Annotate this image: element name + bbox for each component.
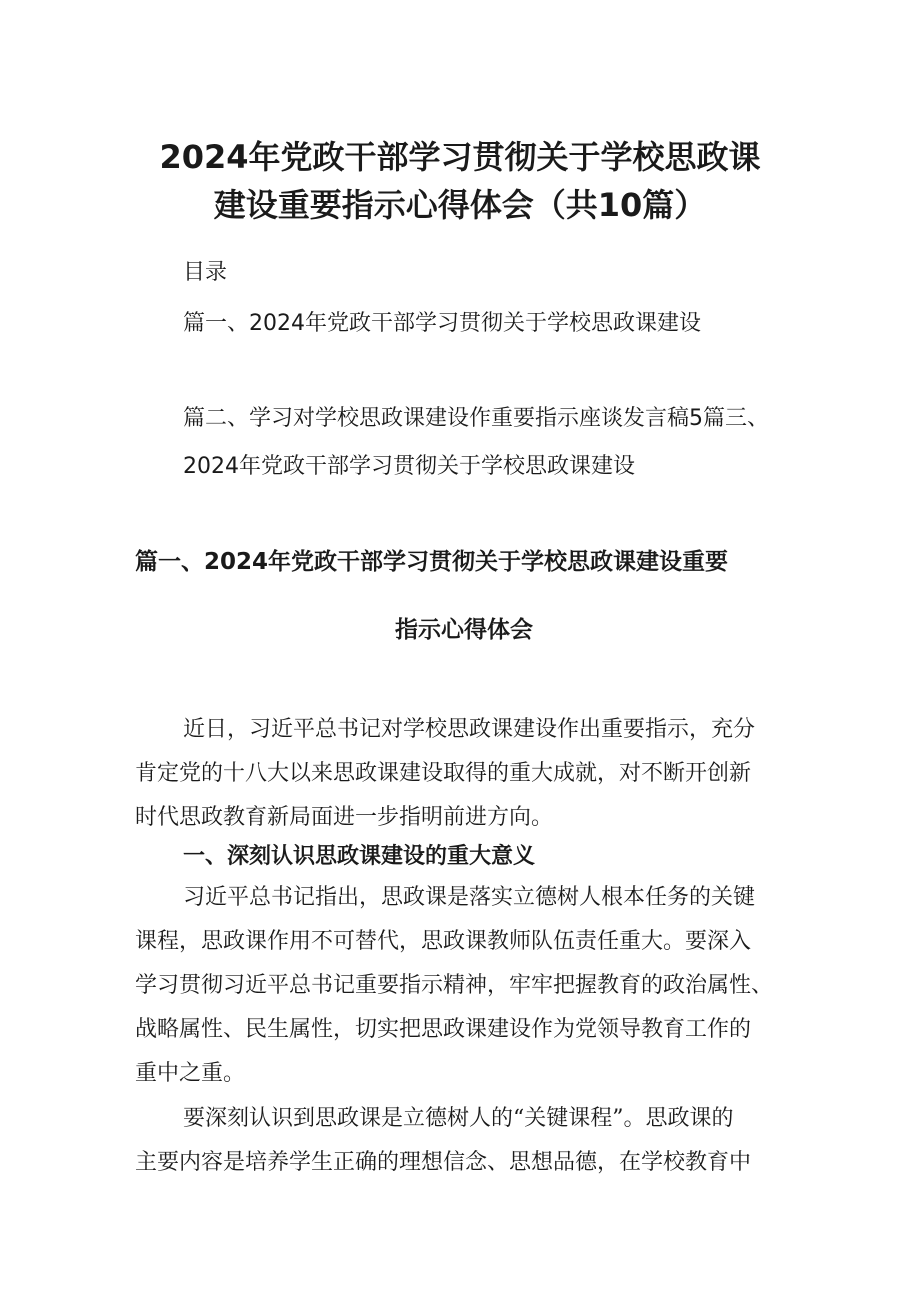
paragraph-1 bbox=[135, 708, 785, 840]
document-title-line-2: 建设重要指示心得体会（共10篇） bbox=[213, 186, 707, 224]
paragraph-1-line-2: 肯定党的十八大以来思政课建设取得的重大成就，对不断开创新 bbox=[135, 761, 752, 786]
paragraph-3-line-2: 主要内容是培养学生正确的理想信念、思想品德，在学校教育中 bbox=[135, 1150, 752, 1175]
section-title-line-1: 篇一、2024年党政干部学习贯彻关于学校思政课建设重要 bbox=[135, 549, 729, 575]
toc-entry-3: 2024年党政干部学习贯彻关于学校思政课建设 bbox=[183, 454, 635, 479]
paragraph-2-line-3: 学习贯彻习近平总书记重要指示精神，牢牢把握教育的政治属性、 bbox=[135, 973, 774, 998]
toc-entry-1: 篇一、2024年党政干部学习贯彻关于学校思政课建设 bbox=[183, 311, 701, 336]
paragraph-1-line-1: 近日，习近平总书记对学校思政课建设作出重要指示，充分 bbox=[183, 717, 756, 742]
paragraph-2-line-4: 战略属性、民生属性，切实把思政课建设作为党领导教育工作的 bbox=[135, 1017, 752, 1042]
paragraph-2 bbox=[135, 876, 785, 1096]
section-title-line-2-text: 指示心得体会 bbox=[395, 617, 533, 643]
subheading-1: 一、深刻认识思政课建设的重大意义 bbox=[183, 844, 536, 869]
paragraph-2-line-5: 重中之重。 bbox=[135, 1061, 246, 1086]
toc-heading: 目录 bbox=[183, 260, 228, 285]
paragraph-1-line-3: 时代思政教育新局面进一步指明前进方向。 bbox=[135, 805, 554, 830]
paragraph-3 bbox=[135, 1097, 785, 1185]
paragraph-2-line-1: 习近平总书记指出，思政课是落实立德树人根本任务的关键 bbox=[183, 885, 756, 910]
toc-entry-2: 篇二、学习对学校思政课建设作重要指示座谈发言稿5篇三、 bbox=[183, 406, 769, 431]
section-title-line-2 bbox=[0, 619, 920, 642]
paragraph-2-line-2: 课程，思政课作用不可替代，思政课教师队伍责任重大。要深入 bbox=[135, 929, 752, 954]
document-title-line-1: 2024年党政干部学习贯彻关于学校思政课 bbox=[159, 138, 761, 176]
paragraph-3-line-1: 要深刻认识到思政课是立德树人的“关键课程”。思政课的 bbox=[183, 1106, 734, 1131]
